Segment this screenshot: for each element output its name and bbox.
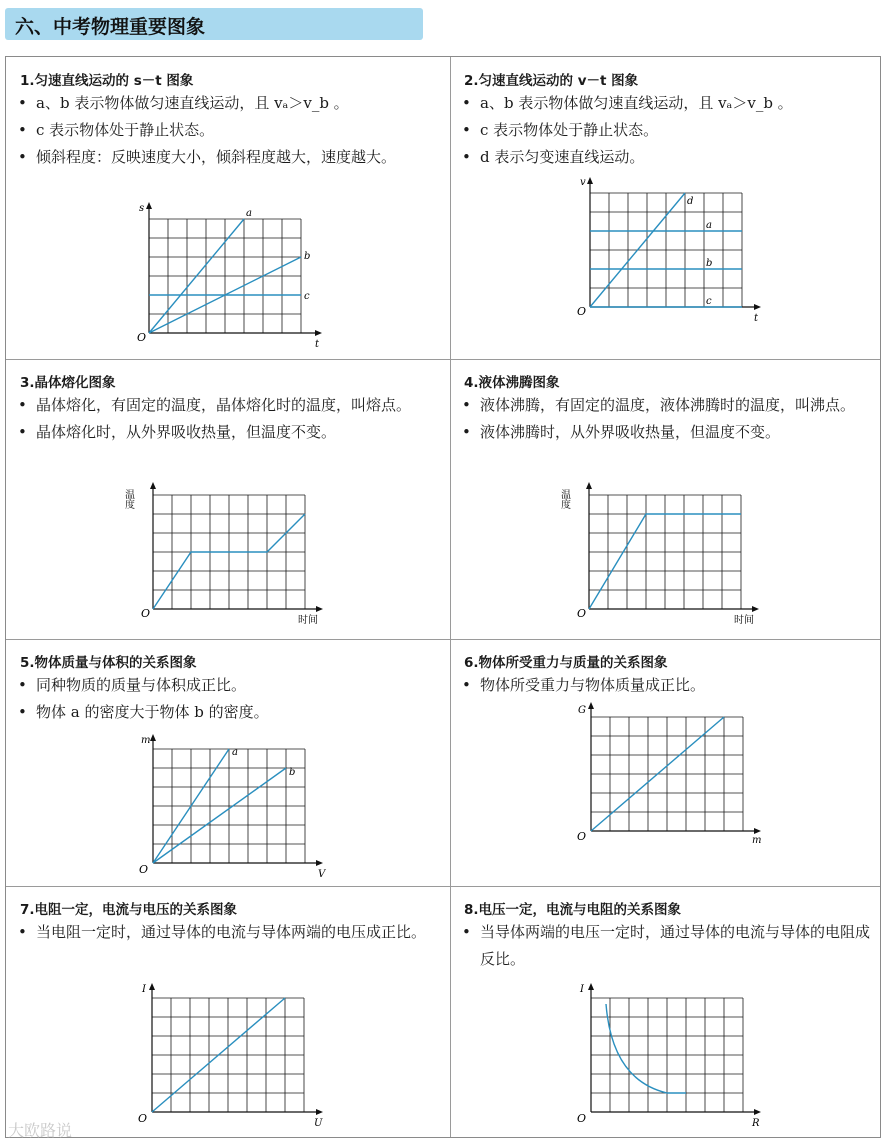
cell-title: 2.匀速直线运动的 v－t 图象	[464, 73, 639, 89]
x-axis-arrow	[752, 606, 759, 612]
series-b-label: b	[304, 251, 311, 262]
x-axis-arrow	[316, 860, 323, 866]
cell-title: 1.匀速直线运动的 s－t 图象	[20, 73, 194, 89]
y-axis-label: I	[580, 984, 584, 995]
melting-graph	[122, 477, 332, 626]
gravity-mass-graph	[572, 697, 772, 845]
cell-title: 6.物体所受重力与质量的关系图象	[464, 655, 668, 671]
origin-label: O	[577, 305, 587, 318]
x-axis-label: U	[314, 1118, 323, 1129]
cell-current-voltage-graph	[6, 886, 450, 1139]
series-d-label: d	[687, 196, 694, 207]
series-c-label: c	[304, 291, 310, 302]
vt-graph	[574, 175, 774, 323]
x-axis-arrow	[754, 828, 761, 834]
x-axis-label: 时间	[734, 615, 754, 626]
y-axis-label: 温度	[558, 489, 570, 509]
cell-vt-graph	[450, 57, 882, 359]
x-axis-label: 时间	[298, 615, 318, 626]
y-axis-arrow	[587, 177, 593, 184]
cell-melting-graph	[6, 359, 450, 639]
y-axis-label: G	[578, 705, 586, 716]
x-axis-arrow	[754, 1109, 761, 1115]
current-voltage-graph	[134, 980, 334, 1128]
series-b-label: b	[706, 258, 713, 269]
origin-label: O	[137, 331, 147, 344]
series-b-label: b	[289, 767, 296, 778]
cell-st-graph	[6, 57, 450, 359]
x-axis-label: m	[752, 835, 762, 846]
origin-label: O	[577, 1112, 587, 1125]
x-axis-label: t	[754, 313, 759, 324]
origin-label: O	[141, 607, 151, 620]
bullet-item: • 晶体熔化，有固定的温度，晶体熔化时的温度，叫熔点。	[18, 396, 412, 414]
y-axis-arrow	[588, 983, 594, 990]
cell-title: 7.电阻一定，电流与电压的关系图象	[20, 902, 238, 918]
series-b-line	[153, 768, 286, 863]
bullet-item: • 当导体两端的电压一定时，通过导体的电流与导体的电阻成反比。	[462, 923, 871, 968]
series-c-label: c	[706, 296, 712, 307]
current-resistance-graph	[572, 980, 772, 1128]
x-axis-arrow	[316, 1109, 323, 1115]
section-banner	[5, 8, 423, 40]
mass-volume-graph	[134, 731, 334, 879]
y-axis-arrow	[150, 482, 156, 489]
cell-title: 8.电压一定，电流与电阻的关系图象	[464, 902, 682, 918]
y-axis-arrow	[149, 983, 155, 990]
bullet-item: • c 表示物体处于静止状态。	[18, 121, 215, 139]
cell-title: 3.晶体熔化图象	[20, 375, 116, 391]
series-a-label: a	[706, 220, 712, 231]
origin-label: O	[577, 607, 587, 620]
origin-label: O	[577, 830, 587, 843]
x-axis-label: V	[318, 869, 326, 880]
y-axis-label: I	[142, 984, 146, 995]
x-axis-label: R	[752, 1118, 760, 1129]
x-axis-arrow	[754, 304, 761, 310]
watermark: 大欧路说	[8, 1121, 73, 1140]
cell-title: 4.液体沸腾图象	[464, 375, 560, 391]
cell-boiling-graph	[450, 359, 882, 639]
bullet-item: • c 表示物体处于静止状态。	[462, 121, 659, 139]
cell-current-resistance-graph	[450, 886, 882, 1139]
bullet-item: • a、b 表示物体做匀速直线运动，且 vₐ＞v_b 。	[18, 94, 349, 112]
y-axis-label: 温度	[122, 489, 134, 509]
y-axis-arrow	[146, 202, 152, 209]
cell-gravity-mass-graph	[450, 639, 882, 886]
y-axis-label: m	[141, 735, 151, 746]
y-axis-arrow	[588, 702, 594, 709]
bullet-item: • 倾斜程度：反映速度大小，倾斜程度越大，速度越大。	[18, 148, 397, 166]
y-axis-label: s	[139, 203, 145, 214]
bullet-item: • 同种物质的质量与体积成正比。	[18, 676, 247, 694]
origin-label: O	[138, 1112, 148, 1125]
bullet-item: • 液体沸腾，有固定的温度，液体沸腾时的温度，叫沸点。	[462, 396, 856, 414]
bullet-item: • 液体沸腾时，从外界吸收热量，但温度不变。	[462, 423, 781, 441]
section-title: 六、中考物理重要图象	[15, 16, 206, 38]
graph-table	[5, 56, 881, 1138]
series-a-label: a	[232, 747, 238, 758]
boiling-graph	[558, 477, 768, 626]
y-axis-label: v	[580, 177, 586, 188]
series-a-label: a	[246, 208, 252, 219]
cell-mass-volume-graph	[6, 639, 450, 886]
cell-title: 5.物体质量与体积的关系图象	[20, 655, 197, 671]
origin-label: O	[139, 863, 149, 876]
x-axis-arrow	[316, 606, 323, 612]
y-axis-arrow	[150, 734, 156, 741]
x-axis-arrow	[315, 330, 322, 336]
bullet-item: • d 表示匀变速直线运动。	[462, 148, 645, 166]
bullet-item: • a、b 表示物体做匀速直线运动，且 vₐ＞v_b 。	[462, 94, 793, 112]
st-graph	[134, 199, 334, 349]
bullet-item: • 当电阻一定时，通过导体的电流与导体两端的电压成正比。	[18, 923, 427, 941]
bullet-item: • 物体 a 的密度大于物体 b 的密度。	[18, 703, 269, 721]
bullet-item: • 物体所受重力与物体质量成正比。	[462, 676, 706, 694]
bullet-item: • 晶体熔化时，从外界吸收热量，但温度不变。	[18, 423, 337, 441]
x-axis-label: t	[315, 339, 320, 350]
y-axis-arrow	[586, 482, 592, 489]
